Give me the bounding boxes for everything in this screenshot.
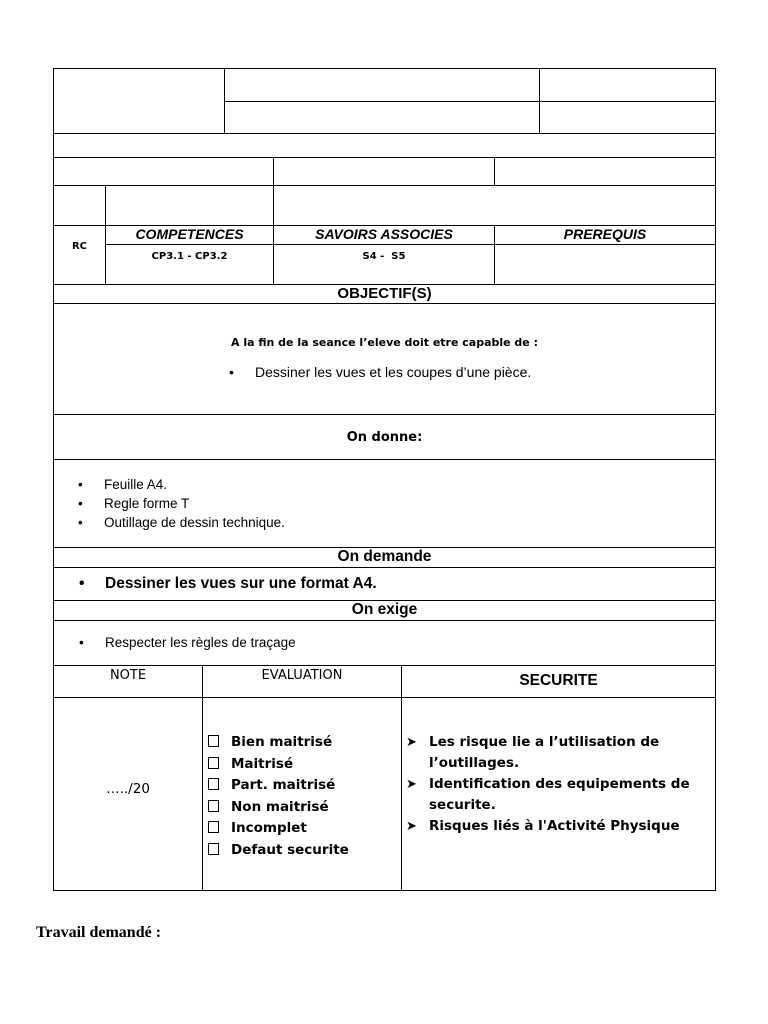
evaluation-option-label: Bien maitrisé [231,734,333,750]
objectifs-intro: A la fin de la seance l’eleve doit etre capable de : [230,336,538,349]
on-donne-item: • Outillage de dessin technique. [78,513,285,532]
on-donne-list [78,475,285,532]
rc-label: RC [71,241,88,252]
arrow-bullet-icon: ➤ [406,777,417,792]
savoirs-value: S4 - S5 [362,251,406,262]
divider [53,157,716,158]
securite-header: SECURITE [519,672,598,689]
objectifs-title: OBJECTIF(S) [337,285,432,302]
divider [202,665,203,891]
securite-item-text: Risques liés à l'Activité Physique [429,818,680,834]
objectif-item: • Dessiner les vues et les coupes d’une pièce. [229,364,531,380]
evaluation-option[interactable] [208,754,349,776]
competences-value: CP3.1 - CP3.2 [151,251,228,262]
savoirs-associes-header: SAVOIRS ASSOCIES [315,226,453,242]
evaluation-options [208,732,349,861]
evaluation-option-label: Non maitrisé [231,798,329,815]
divider [53,459,716,460]
table-border-bottom [53,890,716,891]
divider [53,665,716,666]
divider [494,157,495,185]
checkbox-icon[interactable] [208,800,219,812]
on-demande-item: • Dessiner les vues sur une format A4. [79,575,377,593]
checkbox-icon[interactable] [208,821,219,833]
table-border-left [53,68,54,891]
evaluation-header: EVALUATION [261,668,343,683]
divider [401,665,402,891]
table-border-right [715,68,716,891]
securite-list [406,732,708,837]
evaluation-option[interactable] [208,840,349,862]
evaluation-option-label: Defaut securite [231,841,349,858]
checkbox-icon[interactable] [208,843,219,855]
checkbox-icon[interactable] [208,757,219,769]
evaluation-option-label: Incomplet [231,820,307,836]
divider [53,414,716,415]
on-donne-title: On donne: [346,430,423,445]
arrow-bullet-icon: ➤ [406,735,417,750]
table-border-top [53,68,716,69]
checkbox-icon[interactable] [208,735,219,747]
note-header: NOTE [109,668,147,683]
divider [53,133,716,134]
securite-item [406,732,708,774]
divider [53,303,716,304]
evaluation-option[interactable] [208,775,349,797]
divider [224,101,716,102]
on-exige-item: • Respecter les règles de traçage [79,635,296,650]
on-exige-list [79,635,296,650]
divider [53,567,716,568]
on-demande-title: On demande [337,548,432,565]
on-exige-title: On exige [351,601,418,618]
divider [53,620,716,621]
securite-item-text: Identification des equipements de securite. [429,776,690,813]
securite-item-text: Les risque lie a l’utilisation de l’outillages. [429,734,660,771]
evaluation-option[interactable] [208,732,349,754]
evaluation-option-label: Maitrisé [231,755,294,772]
divider [53,697,716,698]
securite-item [406,816,708,837]
evaluation-option[interactable] [208,797,349,819]
travail-demande-label: Travail demandé : [36,924,162,941]
divider [105,244,716,245]
on-donne-item: • Regle forme T [78,494,285,513]
divider [273,157,274,185]
securite-item [406,774,708,816]
note-value: …../20 [106,781,150,797]
arrow-bullet-icon: ➤ [406,819,417,834]
evaluation-option[interactable] [208,818,349,840]
on-donne-item: • Feuille A4. [78,475,285,494]
checkbox-icon[interactable] [208,778,219,790]
divider [53,185,716,186]
evaluation-option-label: Part. maitrisé [231,777,336,793]
objectifs-list [229,364,531,380]
prerequis-header: PREREQUIS [563,226,647,242]
on-demande-list [79,575,377,593]
competences-header: COMPETENCES [135,226,244,242]
